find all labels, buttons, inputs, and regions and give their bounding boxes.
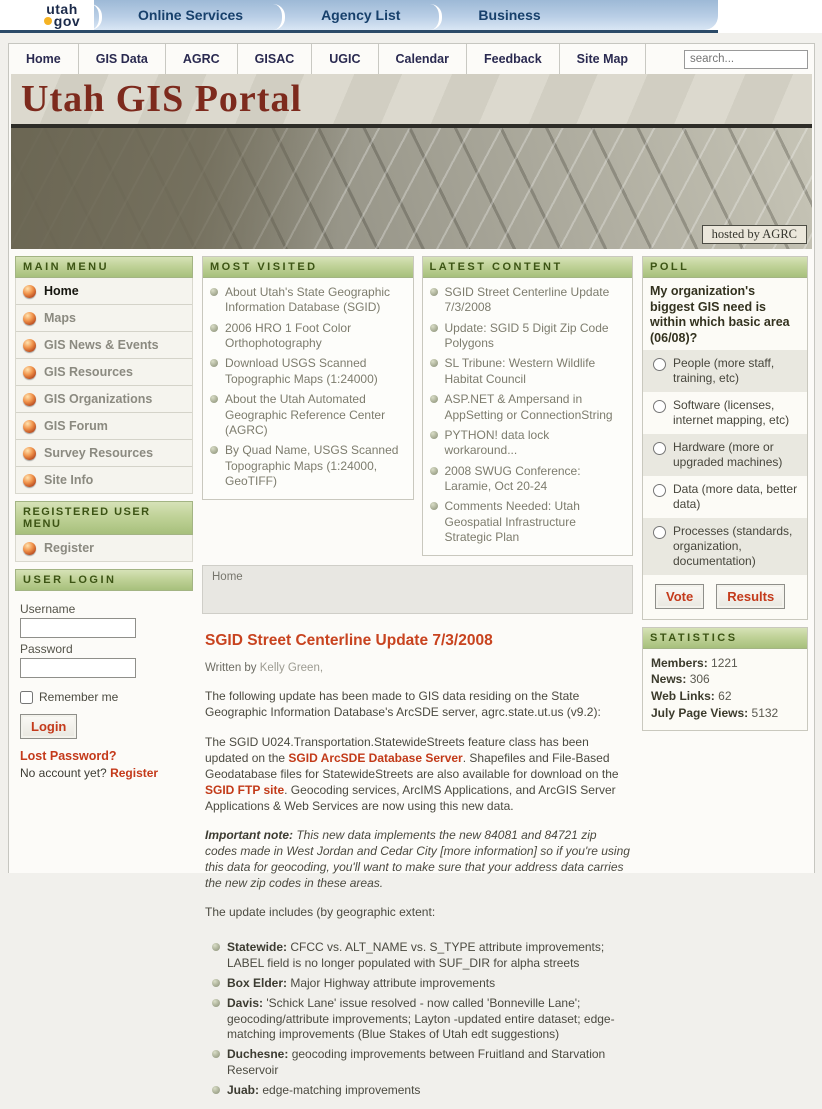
bullet-dot-icon bbox=[430, 502, 438, 510]
poll-radio[interactable] bbox=[653, 526, 666, 539]
poll-option-label: Software (licenses, internet mapping, etc) bbox=[673, 397, 790, 427]
statistics-list bbox=[643, 649, 807, 730]
poll-option-label: Data (more data, better data) bbox=[673, 481, 798, 511]
poll-option[interactable] bbox=[643, 434, 807, 476]
bullet-ball-icon bbox=[23, 447, 36, 460]
statistic-row bbox=[651, 671, 799, 688]
main-menu-item-label: Maps bbox=[44, 311, 76, 325]
update-bullet-text: Statewide: CFCC vs. ALT_NAME vs. S_TYPE attribute improvements; LABEL field is no longer populated with SUF_DIR for alpha streets bbox=[227, 940, 605, 970]
latest-content-link[interactable] bbox=[430, 428, 625, 459]
bullet-dot-icon bbox=[212, 1086, 220, 1094]
bullet-dot-icon bbox=[212, 999, 220, 1007]
site-nav bbox=[9, 44, 814, 74]
registered-menu-header: REGISTERED USER MENU bbox=[15, 501, 193, 535]
remember-me-checkbox[interactable] bbox=[20, 691, 33, 704]
most-visited-link[interactable] bbox=[210, 443, 405, 489]
update-bullet-item bbox=[212, 1047, 622, 1078]
main-menu-item-label: GIS Forum bbox=[44, 419, 108, 433]
utahgov-topbar bbox=[0, 0, 822, 33]
most-visited-link-label: About Utah's State Geographic Information Database (SGID) bbox=[225, 285, 391, 315]
site-nav-item[interactable]: GIS Data bbox=[79, 44, 166, 74]
site-title: Utah GIS Portal bbox=[21, 78, 302, 120]
latest-content-link-label: ASP.NET & Ampersand in AppSetting or ConnectionString bbox=[444, 392, 613, 422]
byline-prefix: Written by bbox=[205, 662, 257, 675]
main-menu-item[interactable] bbox=[16, 440, 192, 467]
main-menu-item[interactable] bbox=[16, 386, 192, 413]
article-important-note bbox=[205, 827, 630, 891]
bullet-dot-icon bbox=[430, 467, 438, 475]
most-visited-link-label: By Quad Name, USGS Scanned Topographic Maps (1:24000, GeoTIFF) bbox=[225, 443, 399, 488]
topbar-tabs bbox=[90, 0, 718, 30]
statistic-row bbox=[651, 688, 799, 705]
bullet-ball-icon bbox=[23, 366, 36, 379]
p2-text: . Shapefiles and File-Based Geodatabase files for StatewideStreets are also available for download on the bbox=[205, 750, 619, 781]
poll-question: My organization's biggest GIS need is within which basic area (06/08)? bbox=[650, 284, 790, 345]
statistic-label: July Page Views: bbox=[651, 705, 749, 720]
article-title[interactable]: SGID Street Centerline Update 7/3/2008 bbox=[205, 632, 493, 650]
logo-text-utah: utah bbox=[46, 0, 78, 17]
sgid-ftp-link[interactable]: SGID FTP site bbox=[205, 782, 285, 797]
page-frame bbox=[8, 43, 815, 1098]
password-label: Password bbox=[20, 642, 73, 656]
latest-content-header: LATEST CONTENT bbox=[423, 257, 633, 278]
poll-box bbox=[642, 256, 808, 620]
latest-content-box bbox=[422, 256, 634, 556]
poll-option[interactable] bbox=[643, 518, 807, 575]
latest-content-link-label: PYTHON! data lock workaround... bbox=[444, 427, 550, 458]
bullet-dot-icon bbox=[430, 395, 438, 403]
note-text: This new data implements the new 84081 and 84721 zip codes made in West Jordan and Cedar City [more information] so if you're using this data for geocoding, you'll want to make sure that your address data carries the new zip codes in these areas. bbox=[205, 827, 630, 891]
bullet-ball-icon bbox=[23, 312, 36, 325]
results-button[interactable]: Results bbox=[716, 584, 785, 609]
latest-content-link-label: 2008 SWUG Conference: Laramie, Oct 20-24 bbox=[444, 463, 581, 493]
poll-radio[interactable] bbox=[653, 358, 666, 371]
tab-divider bbox=[430, 4, 442, 30]
poll-options bbox=[643, 350, 807, 575]
site-nav-item[interactable]: AGRC bbox=[166, 44, 238, 74]
site-nav-item[interactable]: GISAC bbox=[238, 44, 313, 74]
most-visited-link[interactable] bbox=[210, 356, 405, 387]
main-menu-item-label: Survey Resources bbox=[44, 446, 154, 460]
update-bullet-list bbox=[205, 933, 630, 1108]
p2-text: The SGID U024.Transportation.StatewideStreets feature class has been updated on the bbox=[205, 734, 589, 765]
username-field[interactable] bbox=[20, 618, 136, 638]
poll-option[interactable] bbox=[643, 392, 807, 434]
site-nav-item[interactable]: Home bbox=[9, 44, 79, 74]
main-menu-item-label: GIS News & Events bbox=[44, 338, 159, 352]
poll-option-label: Hardware (more or upgraded machines) bbox=[673, 439, 783, 469]
bullet-dot-icon bbox=[210, 395, 218, 403]
statistic-row bbox=[651, 655, 799, 672]
poll-option-label: Processes (standards, organization, documentation) bbox=[673, 523, 793, 568]
lost-password-link[interactable]: Lost Password? bbox=[20, 749, 117, 763]
registered-menu-item[interactable] bbox=[16, 535, 192, 561]
most-visited-link-label: Download USGS Scanned Topographic Maps (1:24000) bbox=[225, 356, 378, 386]
latest-content-link-label: SL Tribune: Western Wildlife Habitat Council bbox=[444, 356, 596, 386]
latest-content-link[interactable] bbox=[430, 356, 625, 387]
latest-content-link-label: Comments Needed: Utah Geospatial Infrastructure Strategic Plan bbox=[444, 499, 580, 545]
bullet-ball-icon bbox=[23, 285, 36, 298]
most-visited-link[interactable] bbox=[210, 285, 405, 316]
article-paragraph-1: The following update has been made to GIS data residing on the State Geographic Information Database's ArcSDE server, agrc.state.ut.us (v9.2): bbox=[205, 689, 601, 720]
update-bullet-text: Davis: 'Schick Lane' issue resolved - now called 'Bonneville Lane'; geocoding/attribute improvements; Layton -updated entire dataset; edge-matching improvements (Blue Stakes of Utah edt suggestions) bbox=[227, 996, 615, 1042]
login-button[interactable]: Login bbox=[20, 714, 77, 739]
bullet-dot-icon bbox=[210, 359, 218, 367]
most-visited-link-label: About the Utah Automated Geographic Reference Center (AGRC) bbox=[225, 392, 386, 437]
sgid-arcsde-link[interactable]: SGID ArcSDE Database Server bbox=[288, 750, 463, 765]
registered-menu-list bbox=[15, 535, 193, 562]
statistics-box bbox=[642, 627, 808, 731]
article-byline bbox=[205, 662, 630, 674]
latest-content-link[interactable] bbox=[430, 464, 625, 495]
topbar-tab[interactable]: Online Services bbox=[138, 7, 244, 23]
byline-author: Kelly Green, bbox=[259, 662, 324, 675]
bullet-dot-icon bbox=[210, 324, 218, 332]
update-bullet-item bbox=[212, 996, 622, 1042]
statistic-value: 306 bbox=[689, 672, 710, 687]
main-menu-header: MAIN MENU bbox=[15, 256, 193, 278]
bullet-ball-icon bbox=[23, 393, 36, 406]
most-visited-link-label: 2006 HRO 1 Foot Color Orthophotography bbox=[225, 320, 352, 351]
main-menu-item[interactable] bbox=[16, 305, 192, 332]
logo-text-gov: gov bbox=[53, 12, 81, 29]
latest-content-link[interactable] bbox=[430, 285, 625, 316]
site-nav-item[interactable]: UGIC bbox=[312, 44, 378, 74]
latest-content-list bbox=[423, 278, 633, 555]
banner-aerial-photo bbox=[11, 128, 812, 249]
statistic-value: 62 bbox=[718, 689, 732, 704]
statistic-value: 5132 bbox=[751, 705, 779, 720]
bullet-dot-icon bbox=[210, 288, 218, 296]
tab-divider bbox=[273, 4, 285, 30]
bullet-ball-icon bbox=[23, 420, 36, 433]
main-menu-item[interactable] bbox=[16, 467, 192, 493]
password-field[interactable] bbox=[20, 658, 136, 678]
utahgov-logo[interactable] bbox=[30, 0, 94, 30]
poll-option[interactable] bbox=[643, 350, 807, 392]
user-login-header: USER LOGIN bbox=[15, 569, 193, 591]
bullet-dot-icon bbox=[210, 446, 218, 454]
statistic-label: Web Links: bbox=[651, 689, 715, 704]
main-menu-list bbox=[15, 278, 193, 494]
search-input[interactable] bbox=[684, 50, 808, 69]
update-bullet-text: Box Elder: Major Highway attribute improvements bbox=[227, 976, 496, 991]
most-visited-header: MOST VISITED bbox=[203, 257, 413, 278]
update-bullet-item bbox=[212, 940, 622, 971]
remember-me-label: Remember me bbox=[39, 690, 119, 704]
hosted-by-badge: hosted by AGRC bbox=[702, 225, 807, 244]
bullet-dot-icon bbox=[212, 979, 220, 987]
update-bullet-text: Duchesne: geocoding improvements between Fruitland and Starvation Reservoir bbox=[227, 1047, 606, 1077]
login-form bbox=[15, 591, 193, 784]
p2-text: . Geocoding services, ArcIMS Applications, and ArcGIS Server Applications & Web Services are now using this new data. bbox=[205, 782, 616, 813]
bullet-dot-icon bbox=[212, 1050, 220, 1058]
article-paragraph-4: The update includes (by geographic extent: bbox=[205, 905, 436, 920]
right-sidebar bbox=[642, 256, 808, 731]
bullet-ball-icon bbox=[23, 542, 36, 555]
most-visited-link[interactable] bbox=[210, 321, 405, 352]
site-nav-search-area bbox=[646, 44, 814, 74]
article bbox=[202, 614, 633, 1108]
statistic-row bbox=[651, 705, 799, 722]
bullet-dot-icon bbox=[212, 943, 220, 951]
site-nav-item[interactable]: Calendar bbox=[379, 44, 468, 74]
statistic-label: News: bbox=[651, 672, 687, 687]
latest-content-link[interactable] bbox=[430, 499, 625, 545]
update-bullet-item bbox=[212, 1083, 622, 1098]
statistic-label: Members: bbox=[651, 655, 708, 670]
bullet-dot-icon bbox=[430, 288, 438, 296]
topbar-underline bbox=[0, 30, 718, 33]
bullet-dot-icon bbox=[430, 324, 438, 332]
latest-content-link[interactable] bbox=[430, 321, 625, 352]
poll-radio[interactable] bbox=[653, 442, 666, 455]
vote-button[interactable]: Vote bbox=[655, 584, 704, 609]
update-bullet-item bbox=[212, 976, 622, 991]
banner bbox=[11, 74, 812, 249]
most-visited-link[interactable] bbox=[210, 392, 405, 438]
registered-menu-item-label: Register bbox=[44, 541, 95, 555]
main-menu-item[interactable] bbox=[16, 359, 192, 386]
bullet-ball-icon bbox=[23, 339, 36, 352]
most-visited-box bbox=[202, 256, 414, 500]
poll-buttons bbox=[643, 575, 807, 619]
poll-option-label: People (more staff, training, etc) bbox=[673, 355, 775, 385]
poll-header: POLL bbox=[643, 257, 807, 278]
latest-content-link-label: SGID Street Centerline Update 7/3/2008 bbox=[444, 285, 610, 315]
username-label: Username bbox=[20, 602, 76, 616]
main-menu-item-label: GIS Organizations bbox=[44, 392, 153, 406]
logo-dot-icon bbox=[44, 17, 52, 25]
main-menu-item[interactable] bbox=[16, 413, 192, 440]
main-menu-item-label: GIS Resources bbox=[44, 365, 133, 379]
poll-radio[interactable] bbox=[653, 484, 666, 497]
left-sidebar bbox=[15, 256, 193, 784]
main-menu-item-label: Site Info bbox=[44, 473, 94, 487]
site-nav-item[interactable]: Feedback bbox=[467, 44, 560, 74]
poll-option[interactable] bbox=[643, 476, 807, 518]
topbar-tab[interactable]: Business bbox=[478, 7, 541, 23]
site-nav-item[interactable]: Site Map bbox=[560, 44, 646, 74]
bullet-dot-icon bbox=[430, 431, 438, 439]
main-column bbox=[202, 256, 633, 1109]
most-visited-list bbox=[203, 278, 413, 499]
statistics-header: STATISTICS bbox=[643, 628, 807, 649]
breadcrumb-box bbox=[202, 565, 633, 614]
breadcrumb[interactable]: Home bbox=[212, 571, 243, 584]
main-menu-item[interactable] bbox=[16, 278, 192, 305]
bullet-dot-icon bbox=[430, 359, 438, 367]
columns bbox=[9, 249, 814, 1109]
register-link[interactable]: Register bbox=[110, 766, 159, 780]
main-menu-item-label: Home bbox=[44, 284, 79, 298]
latest-content-link-label: Update: SGID 5 Digit Zip Code Polygons bbox=[444, 320, 609, 351]
latest-content-link[interactable] bbox=[430, 392, 625, 423]
topbar-tab[interactable]: Agency List bbox=[321, 7, 401, 23]
site-nav-items bbox=[9, 44, 646, 74]
main-menu-item[interactable] bbox=[16, 332, 192, 359]
poll-radio[interactable] bbox=[653, 400, 666, 413]
update-bullet-text: Juab: edge-matching improvements bbox=[227, 1083, 421, 1098]
banner-title-strip bbox=[11, 74, 812, 124]
statistic-value: 1221 bbox=[711, 655, 738, 670]
article-paragraph-2 bbox=[205, 734, 630, 814]
bullet-ball-icon bbox=[23, 474, 36, 487]
no-account-text: No account yet? bbox=[20, 766, 107, 780]
note-label: Important note: bbox=[205, 827, 293, 842]
